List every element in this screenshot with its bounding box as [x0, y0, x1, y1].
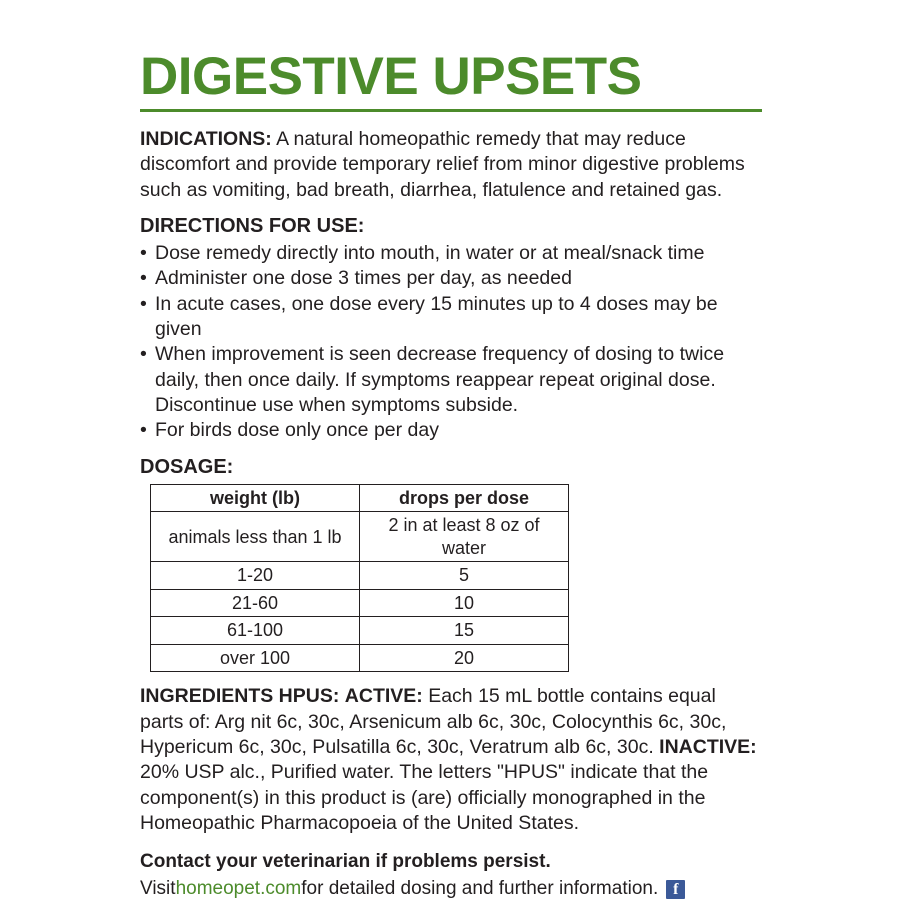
- table-row: [151, 562, 569, 590]
- cell-weight: animals less than 1 lb: [151, 512, 360, 562]
- dosage-section: [140, 455, 760, 673]
- ingredients-label: INGREDIENTS HPUS:: [140, 685, 340, 708]
- dosage-table: [150, 484, 569, 673]
- indications-section: [140, 127, 760, 203]
- list-item: • Dose remedy directly into mouth, in water or at meal/snack time: [140, 241, 760, 266]
- directions-list: [140, 241, 760, 444]
- dosage-heading: DOSAGE:: [140, 455, 234, 478]
- list-item: • When improvement is seen decrease frequency of dosing to twice daily, then once daily. If symptoms reappear repeat original dose. Discontinue use when symptoms subside.: [140, 342, 760, 418]
- directions-heading: DIRECTIONS FOR USE:: [140, 215, 365, 238]
- cell-weight: 1-20: [151, 562, 360, 590]
- indications-label: INDICATIONS:: [140, 128, 272, 150]
- cell-weight: 61-100: [151, 617, 360, 645]
- list-item: • In acute cases, one dose every 15 minutes up to 4 doses may be given: [140, 292, 760, 343]
- footer-section: [140, 850, 760, 901]
- table-row: [151, 512, 569, 562]
- column-header-weight: weight (lb): [151, 484, 360, 512]
- facebook-icon[interactable]: f: [666, 880, 685, 899]
- cell-weight: 21-60: [151, 589, 360, 617]
- indications-text: A natural homeopathic remedy that may reduce discomfort and provide temporary relief from minor digestive problems such as vomiting, bad breath, diarrhea, flatulence and retained gas.: [140, 128, 745, 201]
- contact-note: Contact your veterinarian if problems persist.: [140, 851, 551, 873]
- inactive-text: 20% USP alc., Purified water. The letters "HPUS" indicate that the component(s) in this product is (are) officially monographed in the Homeopathic Pharmacopoeia of the United States.: [140, 761, 709, 834]
- list-item: • Administer one dose 3 times per day, as needed: [140, 266, 760, 291]
- visit-suffix: for detailed dosing and further information.: [301, 878, 659, 900]
- cell-drops: 15: [360, 617, 569, 645]
- ingredients-paragraph: [140, 684, 760, 836]
- table-row: [151, 617, 569, 645]
- active-label: ACTIVE:: [344, 685, 423, 708]
- title-divider: [140, 109, 762, 112]
- active-text: Each 15 mL bottle contains equal parts of: Arg nit 6c, 30c, Arsenicum alb 6c, 30c, Colocynthis 6c, 30c, Hypericum 6c, 30c, Pulsatilla 6c, 30c, Veratrum alb 6c, 30c.: [140, 685, 727, 758]
- table-header-row: [151, 484, 569, 512]
- ingredients-section: [140, 684, 760, 836]
- indications-paragraph: [140, 127, 760, 203]
- cell-drops: 5: [360, 562, 569, 590]
- table-row: [151, 589, 569, 617]
- inactive-label: INACTIVE:: [659, 735, 757, 758]
- cell-drops: 2 in at least 8 oz of water: [360, 512, 569, 562]
- visit-prefix: Visit: [140, 878, 176, 900]
- table-row: [151, 644, 569, 672]
- cell-drops: 20: [360, 644, 569, 672]
- page-title: DIGESTIVE UPSETS: [140, 47, 642, 106]
- website-link[interactable]: homeopet.com: [175, 878, 302, 900]
- column-header-drops: drops per dose: [360, 484, 569, 512]
- visit-line: [140, 877, 760, 902]
- cell-weight: over 100: [151, 644, 360, 672]
- list-item: • For birds dose only once per day: [140, 418, 760, 443]
- directions-section: [140, 214, 760, 444]
- cell-drops: 10: [360, 589, 569, 617]
